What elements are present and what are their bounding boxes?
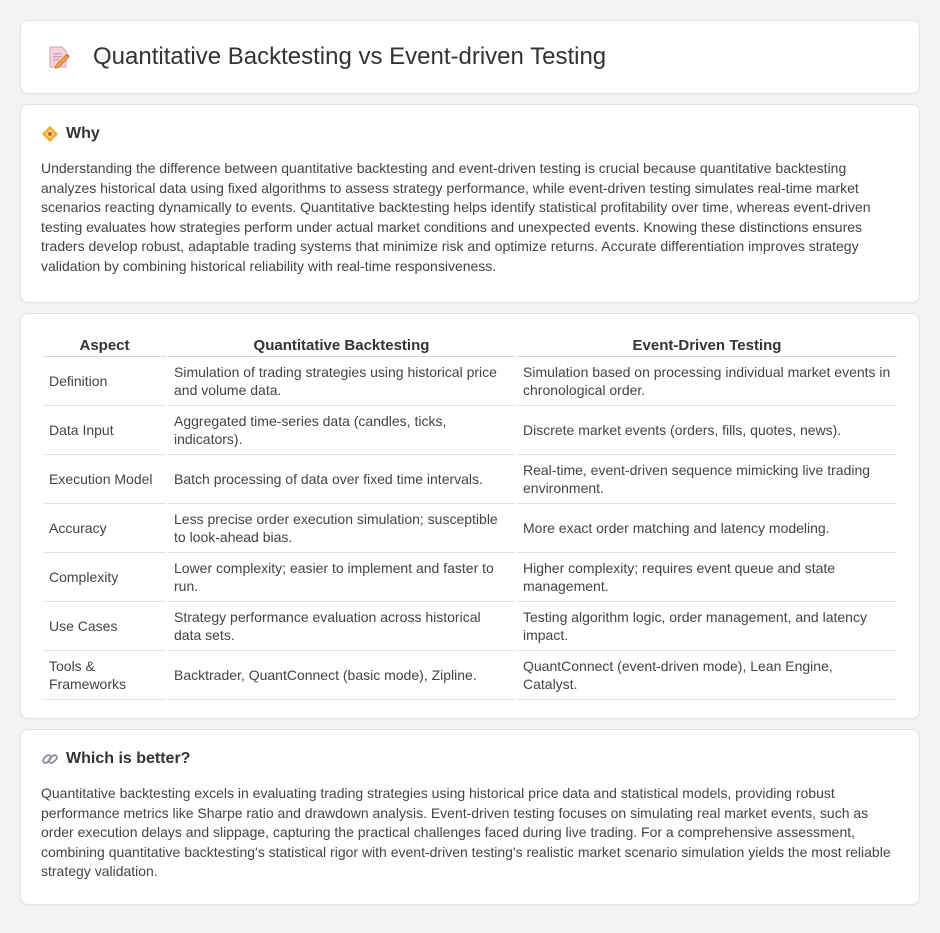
table-row: [43, 602, 897, 651]
row-aspect: Execution Model: [43, 455, 166, 504]
row-quantitative: Strategy performance evaluation across historical data sets.: [168, 602, 515, 651]
document-pencil-icon: [47, 44, 71, 70]
table-row: [43, 553, 897, 602]
row-event-driven: More exact order matching and latency modeling.: [517, 504, 897, 553]
comparison-table-card: [20, 313, 920, 719]
link-icon: [41, 750, 59, 768]
row-aspect: Tools & Frameworks: [43, 651, 166, 700]
row-event-driven: Real-time, event-driven sequence mimicking live trading environment.: [517, 455, 897, 504]
row-quantitative: Lower complexity; easier to implement and faster to run.: [168, 553, 515, 602]
why-title: Why: [66, 125, 100, 142]
table-row: [43, 651, 897, 700]
row-event-driven: Testing algorithm logic, order management, and latency impact.: [517, 602, 897, 651]
diamond-compass-icon: [41, 125, 59, 143]
header-quantitative: Quantitative Backtesting: [168, 334, 515, 357]
which-better-title: Which is better?: [66, 750, 191, 767]
row-quantitative: Aggregated time-series data (candles, ticks, indicators).: [168, 406, 515, 455]
header-card: [20, 20, 920, 94]
why-section: [20, 104, 920, 303]
row-quantitative: Simulation of trading strategies using historical price and volume data.: [168, 357, 515, 406]
row-quantitative: Backtrader, QuantConnect (basic mode), Zipline.: [168, 651, 515, 700]
table-row: [43, 357, 897, 406]
which-better-text: Quantitative backtesting excels in evaluating trading strategies using historical price data and statistical models, providing robust performance metrics like Sharpe ratio and drawdown analysis. Event-driven testing focuses on simulating real market events, such as order execution delays and slippage, capturing the practical challenges faced during live trading. For a comprehensive assessment, combining quantitative backtesting's statistical rigor with event-driven testing's realistic market scenario simulation yields the most reliable strategy validation.: [41, 785, 891, 879]
header-aspect: Aspect: [43, 334, 166, 357]
row-aspect: Use Cases: [43, 602, 166, 651]
page-title: Quantitative Backtesting vs Event-driven Testing: [93, 43, 607, 70]
row-quantitative: Less precise order execution simulation; susceptible to look-ahead bias.: [168, 504, 515, 553]
table-row: [43, 455, 897, 504]
comparison-table: [41, 334, 899, 700]
table-row: [43, 406, 897, 455]
row-event-driven: Simulation based on processing individual market events in chronological order.: [517, 357, 897, 406]
row-aspect: Data Input: [43, 406, 166, 455]
row-event-driven: QuantConnect (event-driven mode), Lean Engine, Catalyst.: [517, 651, 897, 700]
table-row: [43, 504, 897, 553]
why-text: Understanding the difference between quantitative backtesting and event-driven testing is crucial because quantitative backtesting analyzes historical data using fixed algorithms to assess strategy performance, while event-driven testing simulates real-time market scenarios reacting dynamically to events. Quantitative backtesting helps identify statistical profitability over time, whereas event-driven testing evaluates how strategies perform under actual market conditions and unexpected events. Knowing these distinctions ensures traders develop robust, adaptable trading systems that minimize risk and optimize returns. Accurate differentiation improves strategy validation by combining historical reliability with real-time responsiveness.: [41, 160, 871, 274]
row-aspect: Definition: [43, 357, 166, 406]
row-aspect: Complexity: [43, 553, 166, 602]
row-aspect: Accuracy: [43, 504, 166, 553]
which-better-section: [20, 729, 920, 905]
row-quantitative: Batch processing of data over fixed time intervals.: [168, 455, 515, 504]
row-event-driven: Discrete market events (orders, fills, quotes, news).: [517, 406, 897, 455]
row-event-driven: Higher complexity; requires event queue and state management.: [517, 553, 897, 602]
header-event-driven: Event-Driven Testing: [517, 334, 897, 357]
